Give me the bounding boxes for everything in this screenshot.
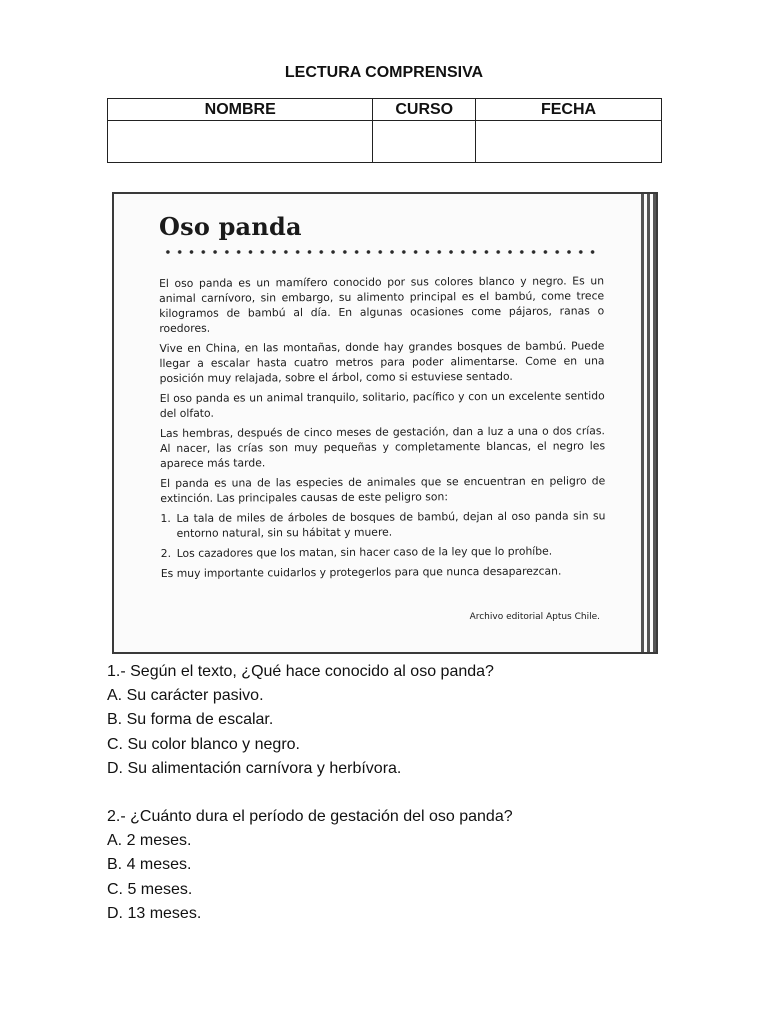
list-item (160, 508, 605, 541)
worksheet-title: LECTURA COMPRENSIVA (284, 64, 484, 81)
date-cell[interactable] (476, 121, 662, 163)
answer-option[interactable]: D. 13 meses. (107, 904, 202, 922)
reading-paragraph: Las hembras, después de cinco meses de gestación, dan a luz a una o dos crías. Al nacer, las crías son muy pequeñas y completamente blancas, el negro les aparece más tarde. (159, 424, 606, 470)
list-item-number: 1. (160, 511, 171, 525)
page-edge-line (641, 194, 644, 652)
page-edge-line (653, 194, 656, 652)
answer-option[interactable]: A. Su carácter pasivo. (107, 687, 264, 705)
question-2 (107, 805, 727, 926)
question-1 (107, 660, 727, 781)
list-item-text: La tala de miles de árboles de bosques de bambú, dejan al oso panda sin su entorno natural, sin su hábitat y muere. (176, 509, 606, 540)
answer-option[interactable]: B. 4 meses. (107, 856, 192, 874)
page-edge-line (647, 194, 650, 652)
reading-passage-scan (112, 192, 658, 654)
name-column-header: NOMBRE (108, 99, 373, 121)
course-column-header: CURSO (373, 99, 476, 121)
reading-paragraph: El oso panda es un mamífero conocido por sus colores blanco y negro. Es un animal carnívoro, sin embargo, su alimento principal es el bambú, come trece kilogramos de bambú al día. En algunas ocasiones come pájaros, ranas o roedores. (159, 274, 605, 335)
list-item-number: 2. (160, 546, 172, 560)
reading-source: Archivo editorial Aptus Chile. (469, 612, 600, 622)
reading-body (159, 273, 606, 586)
reading-paragraph: Vive en China, en las montañas, donde hay grandes bosques de bambú. Puede llegar a escalar hasta cuatro metros para poder alimentarse. Come en una posición muy relajada, sobre el árbol, como si estuviese sentado. (159, 339, 605, 385)
answer-option[interactable]: B. Su forma de escalar. (107, 711, 274, 729)
reading-title: Oso panda (159, 212, 302, 241)
question-text: 1.- Según el texto, ¿Qué hace conocido al oso panda? (107, 663, 494, 680)
list-item (161, 543, 606, 561)
course-cell[interactable] (373, 121, 476, 163)
dotted-divider (162, 249, 600, 255)
answer-option[interactable]: C. Su color blanco y negro. (107, 735, 300, 753)
answer-option[interactable]: D. Su alimentación carnívora y herbívora. (107, 759, 402, 777)
date-column-header: FECHA (476, 99, 662, 121)
answer-option[interactable]: C. 5 meses. (107, 880, 193, 898)
reading-paragraph: El oso panda es un animal tranquilo, solitario, pacífico y con un excelente sentido del olfato. (159, 389, 605, 420)
name-cell[interactable] (108, 121, 373, 163)
reading-closing: Es muy importante cuidarlos y protegerlos para que nunca desaparezcan. (160, 564, 562, 580)
question-text: 2.- ¿Cuánto dura el período de gestación del oso panda? (107, 808, 513, 826)
questions-section (107, 660, 727, 926)
reading-paragraph: El panda es una de las especies de animales que se encuentran en peligro de extinción. Las principales causas de este peligro son: (160, 474, 606, 505)
answer-option[interactable]: A. 2 meses. (107, 832, 192, 850)
student-info-table (107, 98, 662, 163)
list-item-text: Los cazadores que los matan, sin hacer caso de la ley que lo prohíbe. (176, 544, 553, 560)
